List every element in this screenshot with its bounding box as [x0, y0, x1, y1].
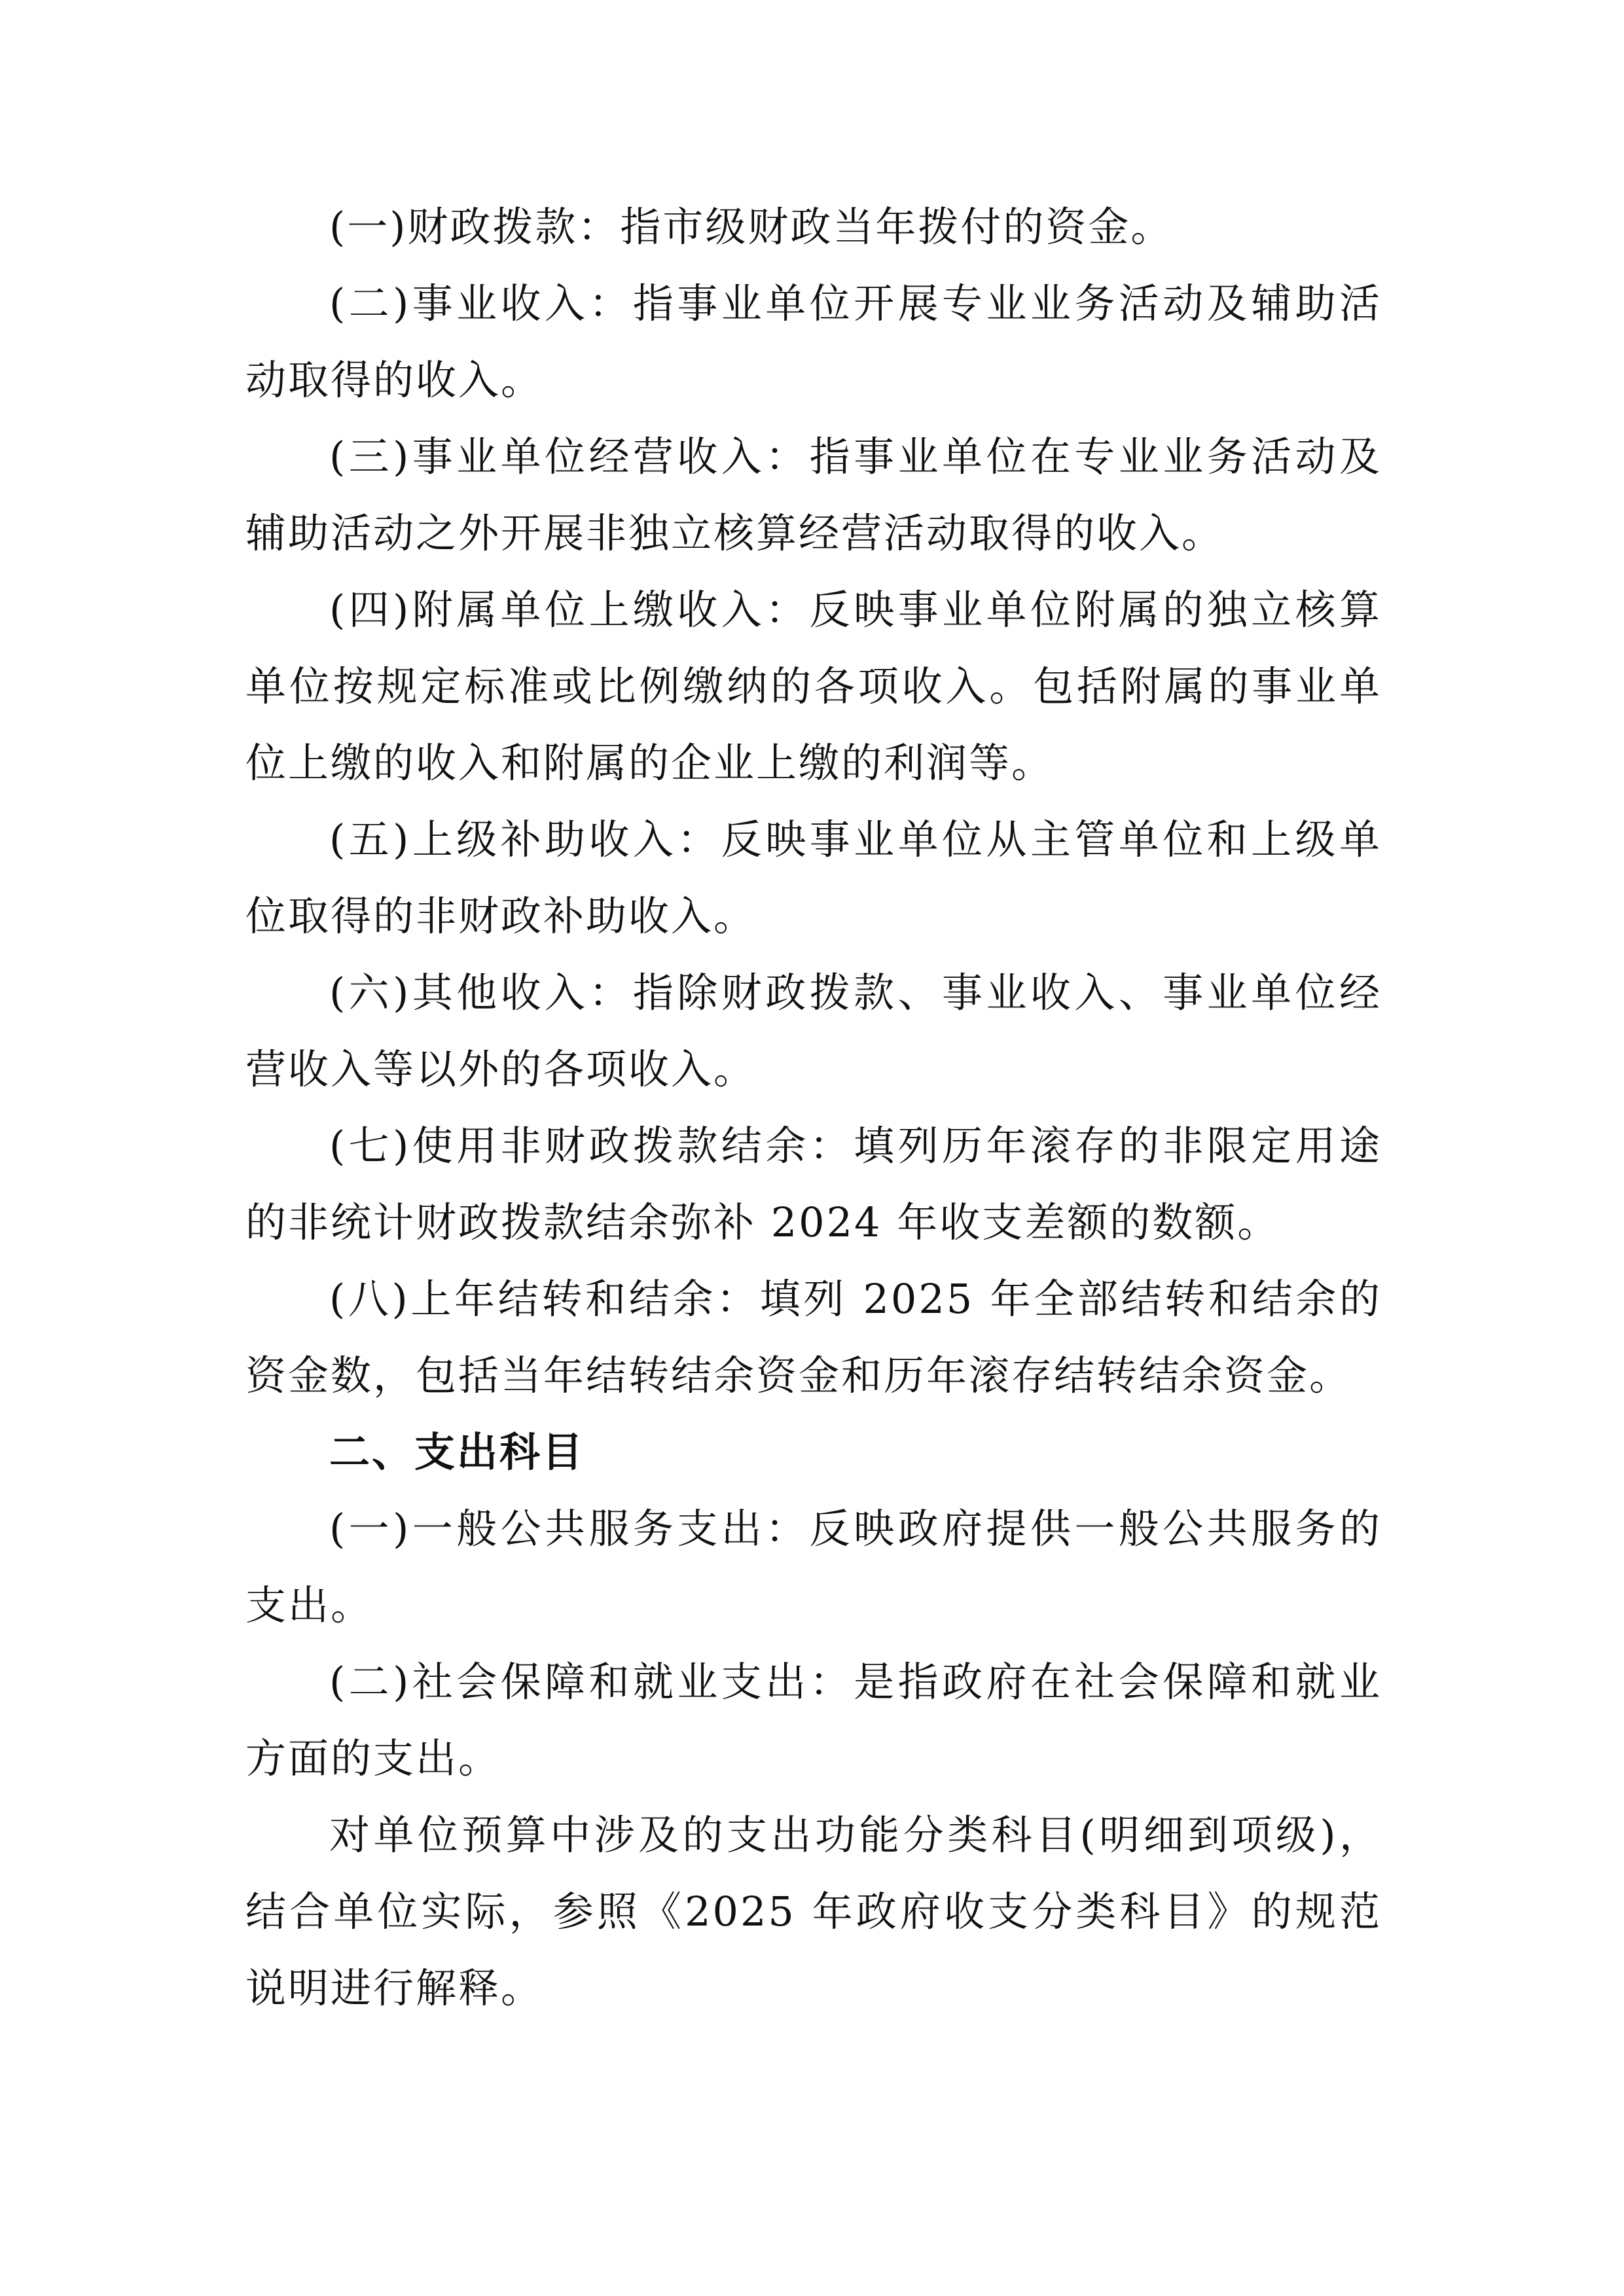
income-item-8: (八)上年结转和结余：填列 2025 年全部结转和结余的资金数，包括当年结转结余资金和历年滚存结转结余资金。	[245, 1275, 1382, 1399]
section-heading: 二、支出科目	[329, 1428, 585, 1476]
document-page	[245, 188, 1382, 2026]
expense-item-2: (二)社会保障和就业支出：是指政府在社会保障和就业方面的支出。	[245, 1658, 1382, 1782]
income-item-3: (三)事业单位经营收入：指事业单位在专业业务活动及辅助活动之外开展非独立核算经营活动取得的收入。	[245, 433, 1382, 557]
income-item-5: (五)上级补助收入：反映事业单位从主管单位和上级单位取得的非财政补助收入。	[245, 816, 1382, 940]
income-item-2: (二)事业收入：指事业单位开展专业业务活动及辅助活动取得的收入。	[245, 279, 1382, 404]
expense-item-1: (一)一般公共服务支出：反映政府提供一般公共服务的支出。	[245, 1505, 1382, 1629]
income-item-6: (六)其他收入：指除财政拨款、事业收入、事业单位经营收入等以外的各项收入。	[245, 969, 1382, 1093]
income-item-7: (七)使用非财政拨款结余：填列历年滚存的非限定用途的非统计财政拨款结余弥补 2024 年收支差额的数额。	[245, 1122, 1382, 1246]
income-item-4: (四)附属单位上缴收入：反映事业单位附属的独立核算单位按规定标准或比例缴纳的各项收入。包括附属的事业单位上缴的收入和附属的企业上缴的利润等。	[245, 586, 1382, 787]
closing-paragraph: 对单位预算中涉及的支出功能分类科目(明细到项级)，结合单位实际，参照《2025 年政府收支分类科目》的规范说明进行解释。	[245, 1811, 1382, 2012]
income-item-1: (一)财政拨款：指市级财政当年拨付的资金。	[329, 203, 1174, 251]
